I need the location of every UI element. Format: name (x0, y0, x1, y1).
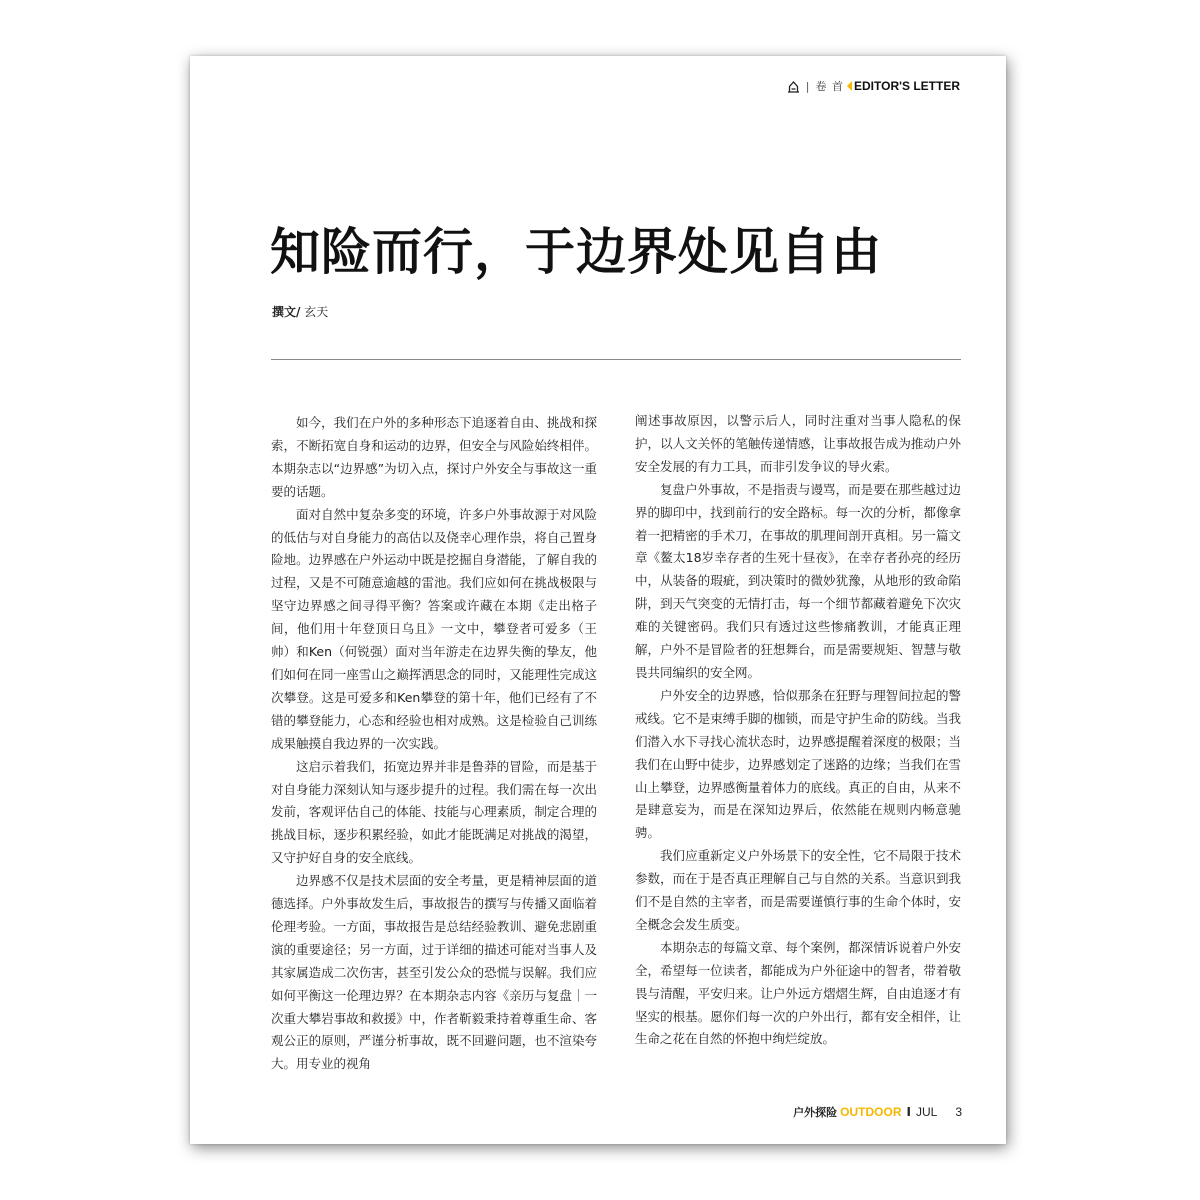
paragraph: 这启示着我们，拓宽边界并非是鲁莽的冒险，而是基于对自身能力深刻认知与逐步提升的过程。我们需在每一次出发前，客观评估自己的体能、技能与心理素质，制定合理的挑战目标，逐步积累经验，如此才能既满足对挑战的渴望，又守护好自身的安全底线。 (271, 758, 597, 866)
paragraph: 复盘户外事故，不是指责与谩骂，而是要在那些越过边界的脚印中，找到前行的安全路标。每一次的分析，都像拿着一把精密的手术刀，在事故的肌理间剖开真相。另一篇文章《鳌太18岁幸存者的生死十昼夜》，在幸存者孙亮的经历中，从装备的瑕疵，到决策时的微妙犹豫，从地形的致命陷阱，到天气突变的无情打击，每一个细节都藏着避免下次灾难的关键密码。我们只有透过这些惨痛教训，才能真正理解，户外不是冒险者的狂想舞台，而是需要规矩、智慧与敬畏共同编织的安全网。 (635, 481, 961, 680)
magazine-page (190, 56, 1006, 1144)
article-title: 知险而行，于边界处见自由 (270, 223, 882, 281)
triangle-left-icon (847, 81, 852, 91)
paragraph: 我们应重新定义户外场景下的安全性，它不局限于技术参数，而在于是否真正理解自己与自然的关系。当意识到我们不是自然的主宰者，而是需要谨慎行事的生命个体时，安全概念会发生质变。 (635, 848, 961, 932)
magazine-name-cn: 户外探险 (793, 1106, 838, 1119)
header-separator: | (805, 79, 810, 93)
byline-label: 撰文/ (272, 305, 301, 319)
paragraph: 如今，我们在户外的多种形态下追逐着自由、挑战和探索，不断拓宽自身和运动的边界，但安全与风险始终相伴。本期杂志以“边界感”为切入点，探讨户外安全与事故这一重要的话题。 (271, 415, 597, 499)
body-column-right (635, 410, 961, 1051)
paragraph: 边界感不仅是技术层面的安全考量，更是精神层面的道德选择。户外事故发生后，事故报告的撰写与传播又面临着伦理考验。一方面，事故报告是总结经验教训、避免悲剧重演的重要途径；另一方面，过于详细的描述可能对当事人及其家属造成二次伤害，甚至引发公众的恐慌与误解。我们应如何平衡这一伦理边界？在本期杂志内容《亲历与复盘｜一次重大攀岩事故和救援》中，作者靳毅秉持着尊重生命、客观公正的原则，严谨分析事故，既不回避问题，也不渲染夸大。用专业的视角 (271, 873, 597, 1072)
page-footer (793, 1104, 962, 1120)
paragraph: 户外安全的边界感，恰似那条在狂野与理智间拉起的警戒线。它不是束缚手脚的枷锁，而是守护生命的防线。当我们潜入水下寻找心流状态时，边界感提醒着深度的极限；当我们在山野中徒步，边界感划定了迷路的边缘；当我们在雪山上攀登，边界感衡量着体力的底线。真正的自由，从来不是肆意妄为，而是在深知边界后，依然能在规则内畅意驰骋。 (635, 687, 961, 841)
footer-separator: I (906, 1105, 911, 1119)
section-label: 卷 首 (815, 80, 845, 93)
paragraph: 面对自然中复杂多变的环境，许多户外事故源于对风险的低估与对自身能力的高估以及侥幸心理作祟，将自己置身险地。边界感在户外运动中既是挖掘自身潜能，了解自我的过程，又是不可随意逾越的雷池。我们应如何在挑战极限与坚守边界感之间寻得平衡？答案或许藏在本期《走出格子间，他们用十年登顶日乌且》一文中，攀登者可爱多（王帅）和Ken（何锐强）面对当年游走在边界失衡的挚友，他们如何在同一座雪山之巅挥洒思念的同时，又能理性完成这次攀登。这是可爱多和Ken攀登的第十年，他们已经有了不错的攀登能力，心态和经验也相对成熟。这是检验自己训练成果触摸自我边界的一次实践。 (271, 506, 597, 751)
paragraph: 本期杂志的每篇文章、每个案例，都深情诉说着户外安全，希望每一位读者，都能成为户外征途中的智者，带着敬畏与清醒，平安归来。让户外远方熠熠生辉，自由追逐才有坚实的根基。愿你们每一次的户外出行，都有安全相伴，让生命之花在自然的怀抱中绚烂绽放。 (635, 939, 961, 1047)
home-icon (787, 80, 800, 93)
byline-author: 玄天 (304, 305, 329, 319)
magazine-name-en: OUTDOOR (840, 1105, 902, 1119)
body-column-left (271, 412, 597, 1076)
title-divider (271, 359, 961, 360)
byline (272, 303, 328, 320)
section-label-en: EDITOR'S LETTER (854, 79, 960, 93)
page-number: 3 (955, 1105, 962, 1119)
paragraph-continued: 阐述事故原因，以警示后人，同时注重对当事人隐私的保护，以人文关怀的笔触传递情感，让事故报告成为推动户外安全发展的有力工具，而非引发争议的导火索。 (635, 413, 961, 474)
issue-month: JUL (915, 1105, 938, 1119)
page-header (787, 78, 960, 94)
